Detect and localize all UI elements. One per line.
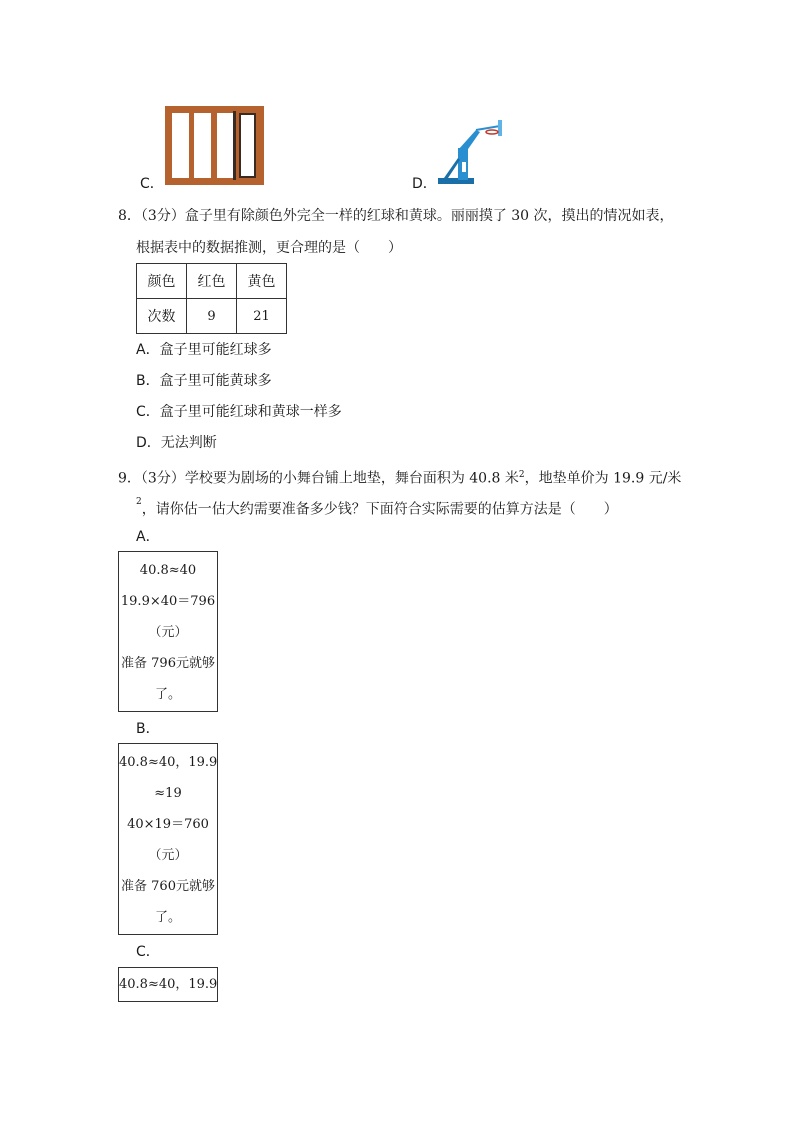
- table-cell: 红色: [187, 264, 237, 299]
- table-cell: 次数: [137, 299, 187, 334]
- q9-option-a-box: [118, 551, 218, 712]
- q8-data-table: [136, 263, 287, 334]
- table-cell: 21: [237, 299, 287, 334]
- table-cell: 黄色: [237, 264, 287, 299]
- q9-stem-line2: [136, 497, 618, 519]
- q9-sup2: 2: [136, 497, 142, 507]
- calc-line: ≈19: [154, 786, 182, 801]
- calc-line: 准备 760元就够: [121, 879, 215, 894]
- q9-option-b-label: B．: [136, 721, 160, 737]
- q8-option-a: A．盒子里可能红球多: [136, 342, 272, 358]
- q9-stem-part3: ，请你估一估大约需要准备多少钱？下面符合实际需要的估算方法是（ ）: [141, 501, 618, 518]
- option-c-label: C．: [140, 176, 164, 192]
- q9-option-a-label: A．: [136, 529, 160, 545]
- q8-option-b: B．盒子里可能黄球多: [136, 373, 272, 389]
- calc-line: 了。: [154, 910, 181, 925]
- window-pane: [194, 113, 211, 178]
- q9-option-c-label: C．: [136, 944, 160, 960]
- calc-line: （元）: [148, 848, 188, 863]
- q8-stem-line1: 8．（3分）盒子里有除颜色外完全一样的红球和黄球。丽丽摸了 30 次，摸出的情况如表，: [118, 208, 674, 224]
- table-cell: 9: [187, 299, 237, 334]
- window-pane: [239, 113, 256, 178]
- calc-line: 40.8≈40: [139, 563, 197, 578]
- q9-sup1: 2: [518, 470, 525, 480]
- window-divider: [233, 111, 236, 180]
- calc-line: 40×19＝760: [127, 817, 209, 832]
- q9-stem-line1: [118, 466, 681, 488]
- q8-option-c: C．盒子里可能红球和黄球一样多: [136, 404, 342, 420]
- option-d-label: D．: [412, 176, 437, 192]
- q9-stem-part1: 9．（3分）学校要为剧场的小舞台铺上地垫，舞台面积为 40.8 米: [118, 470, 519, 487]
- calc-line: 准备 796元就够: [121, 656, 215, 671]
- q8-stem-line2: 根据表中的数据推测，更合理的是（ ）: [136, 240, 402, 256]
- calc-line: 了。: [154, 687, 181, 702]
- window-pane: [217, 113, 234, 178]
- window-pane: [172, 113, 189, 178]
- calc-line: 19.9×40＝796: [120, 594, 216, 609]
- q9-stem-part2: ，地垫单价为 19.9 元/米: [524, 470, 682, 487]
- q9-option-c-box: [118, 967, 218, 1002]
- basketball-hoop-image: [436, 118, 508, 186]
- table-row: [137, 264, 287, 299]
- table-row: [137, 299, 287, 334]
- calc-line: 40.8≈40，19.9: [119, 977, 218, 992]
- calc-line: （元）: [148, 625, 188, 640]
- q9-option-b-box: [118, 743, 218, 935]
- sliding-window-image: [165, 106, 264, 185]
- table-cell: 颜色: [137, 264, 187, 299]
- calc-line: 40.8≈40，19.9: [119, 755, 218, 770]
- q8-option-d: D．无法判断: [136, 435, 217, 451]
